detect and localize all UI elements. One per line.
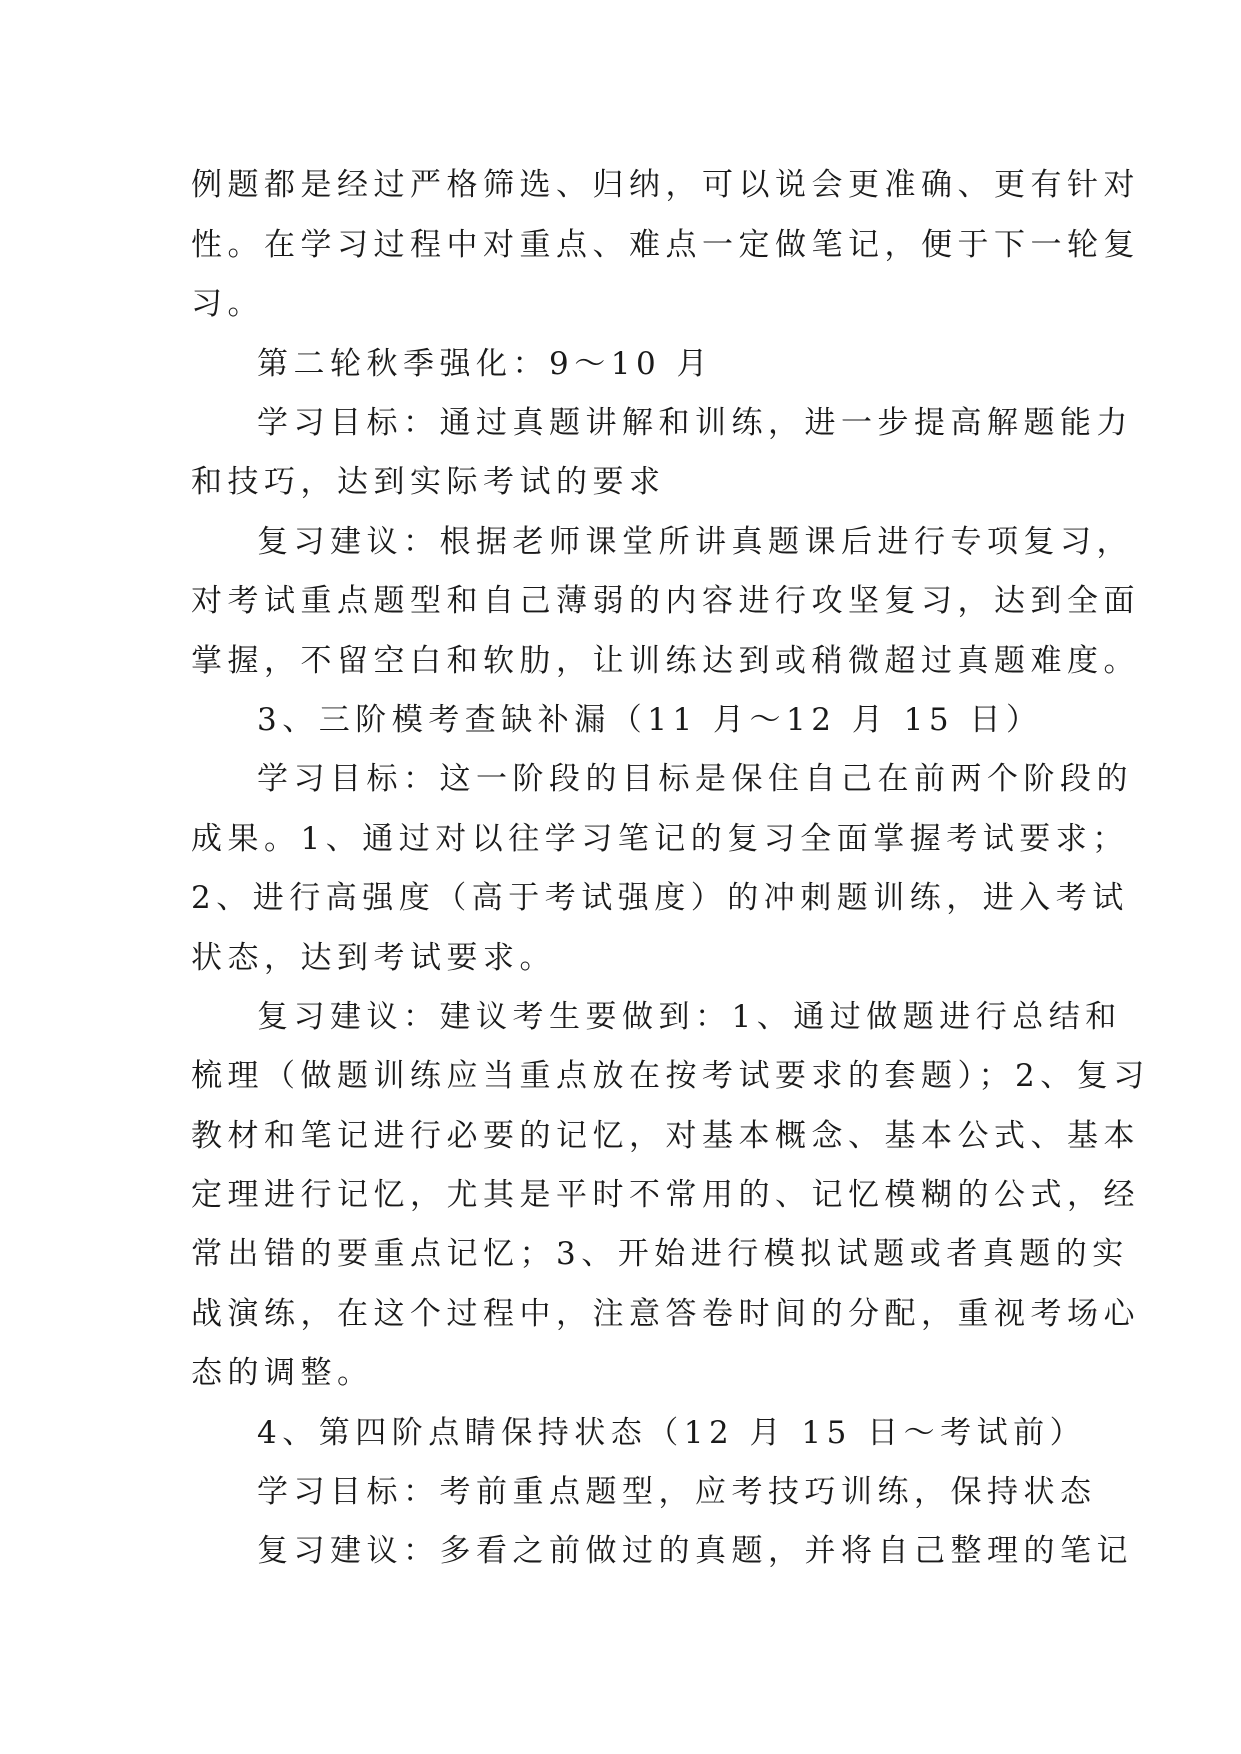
- text-line: 学习目标：通过真题讲解和训练，进一步提高解题能力: [257, 405, 1133, 441]
- text-line: 定理进行记忆，尤其是平时不常用的、记忆模糊的公式，经: [191, 1177, 1140, 1213]
- text-line: 态的调整。: [191, 1355, 374, 1391]
- text-line: 成果。1、通过对以往学习笔记的复习全面掌握考试要求；: [191, 821, 1129, 857]
- text-line: 复习建议：多看之前做过的真题，并将自己整理的笔记: [257, 1533, 1133, 1569]
- text-line: 学习目标：这一阶段的目标是保住自己在前两个阶段的: [257, 761, 1133, 797]
- text-line: 掌握，不留空白和软肋，让训练达到或稍微超过真题难度。: [191, 643, 1140, 679]
- text-line: 梳理（做题训练应当重点放在按考试要求的套题）；2、复习: [191, 1058, 1150, 1094]
- text-line: 对考试重点题型和自己薄弱的内容进行攻坚复习，达到全面: [191, 583, 1140, 619]
- text-line: 复习建议：根据老师课堂所讲真题课后进行专项复习，: [257, 524, 1133, 560]
- text-line: 常出错的要重点记忆；3、开始进行模拟试题或者真题的实: [191, 1236, 1129, 1272]
- text-line: 性。在学习过程中对重点、难点一定做笔记，便于下一轮复: [191, 227, 1140, 263]
- section-heading: 4、第四阶点睛保持状态（12 月 15 日～考试前）: [257, 1415, 1087, 1451]
- text-line: 和技巧，达到实际考试的要求: [191, 464, 666, 500]
- text-line: 复习建议：建议考生要做到：1、通过做题进行总结和: [257, 999, 1122, 1035]
- text-line: 战演练，在这个过程中，注意答卷时间的分配，重视考场心: [191, 1296, 1140, 1332]
- text-line: 习。: [191, 286, 264, 322]
- text-line: 2、进行高强度（高于考试强度）的冲刺题训练，进入考试: [191, 880, 1129, 916]
- text-line: 例题都是经过严格筛选、归纳，可以说会更准确、更有针对: [191, 167, 1140, 203]
- text-line: 教材和笔记进行必要的记忆，对基本概念、基本公式、基本: [191, 1118, 1140, 1154]
- section-heading: 第二轮秋季强化：9～10 月: [257, 346, 714, 382]
- section-heading: 3、三阶模考查缺补漏（11 月～12 月 15 日）: [257, 702, 1043, 738]
- text-line: 学习目标：考前重点题型，应考技巧训练，保持状态: [257, 1474, 1097, 1510]
- text-line: 状态，达到考试要求。: [191, 940, 556, 976]
